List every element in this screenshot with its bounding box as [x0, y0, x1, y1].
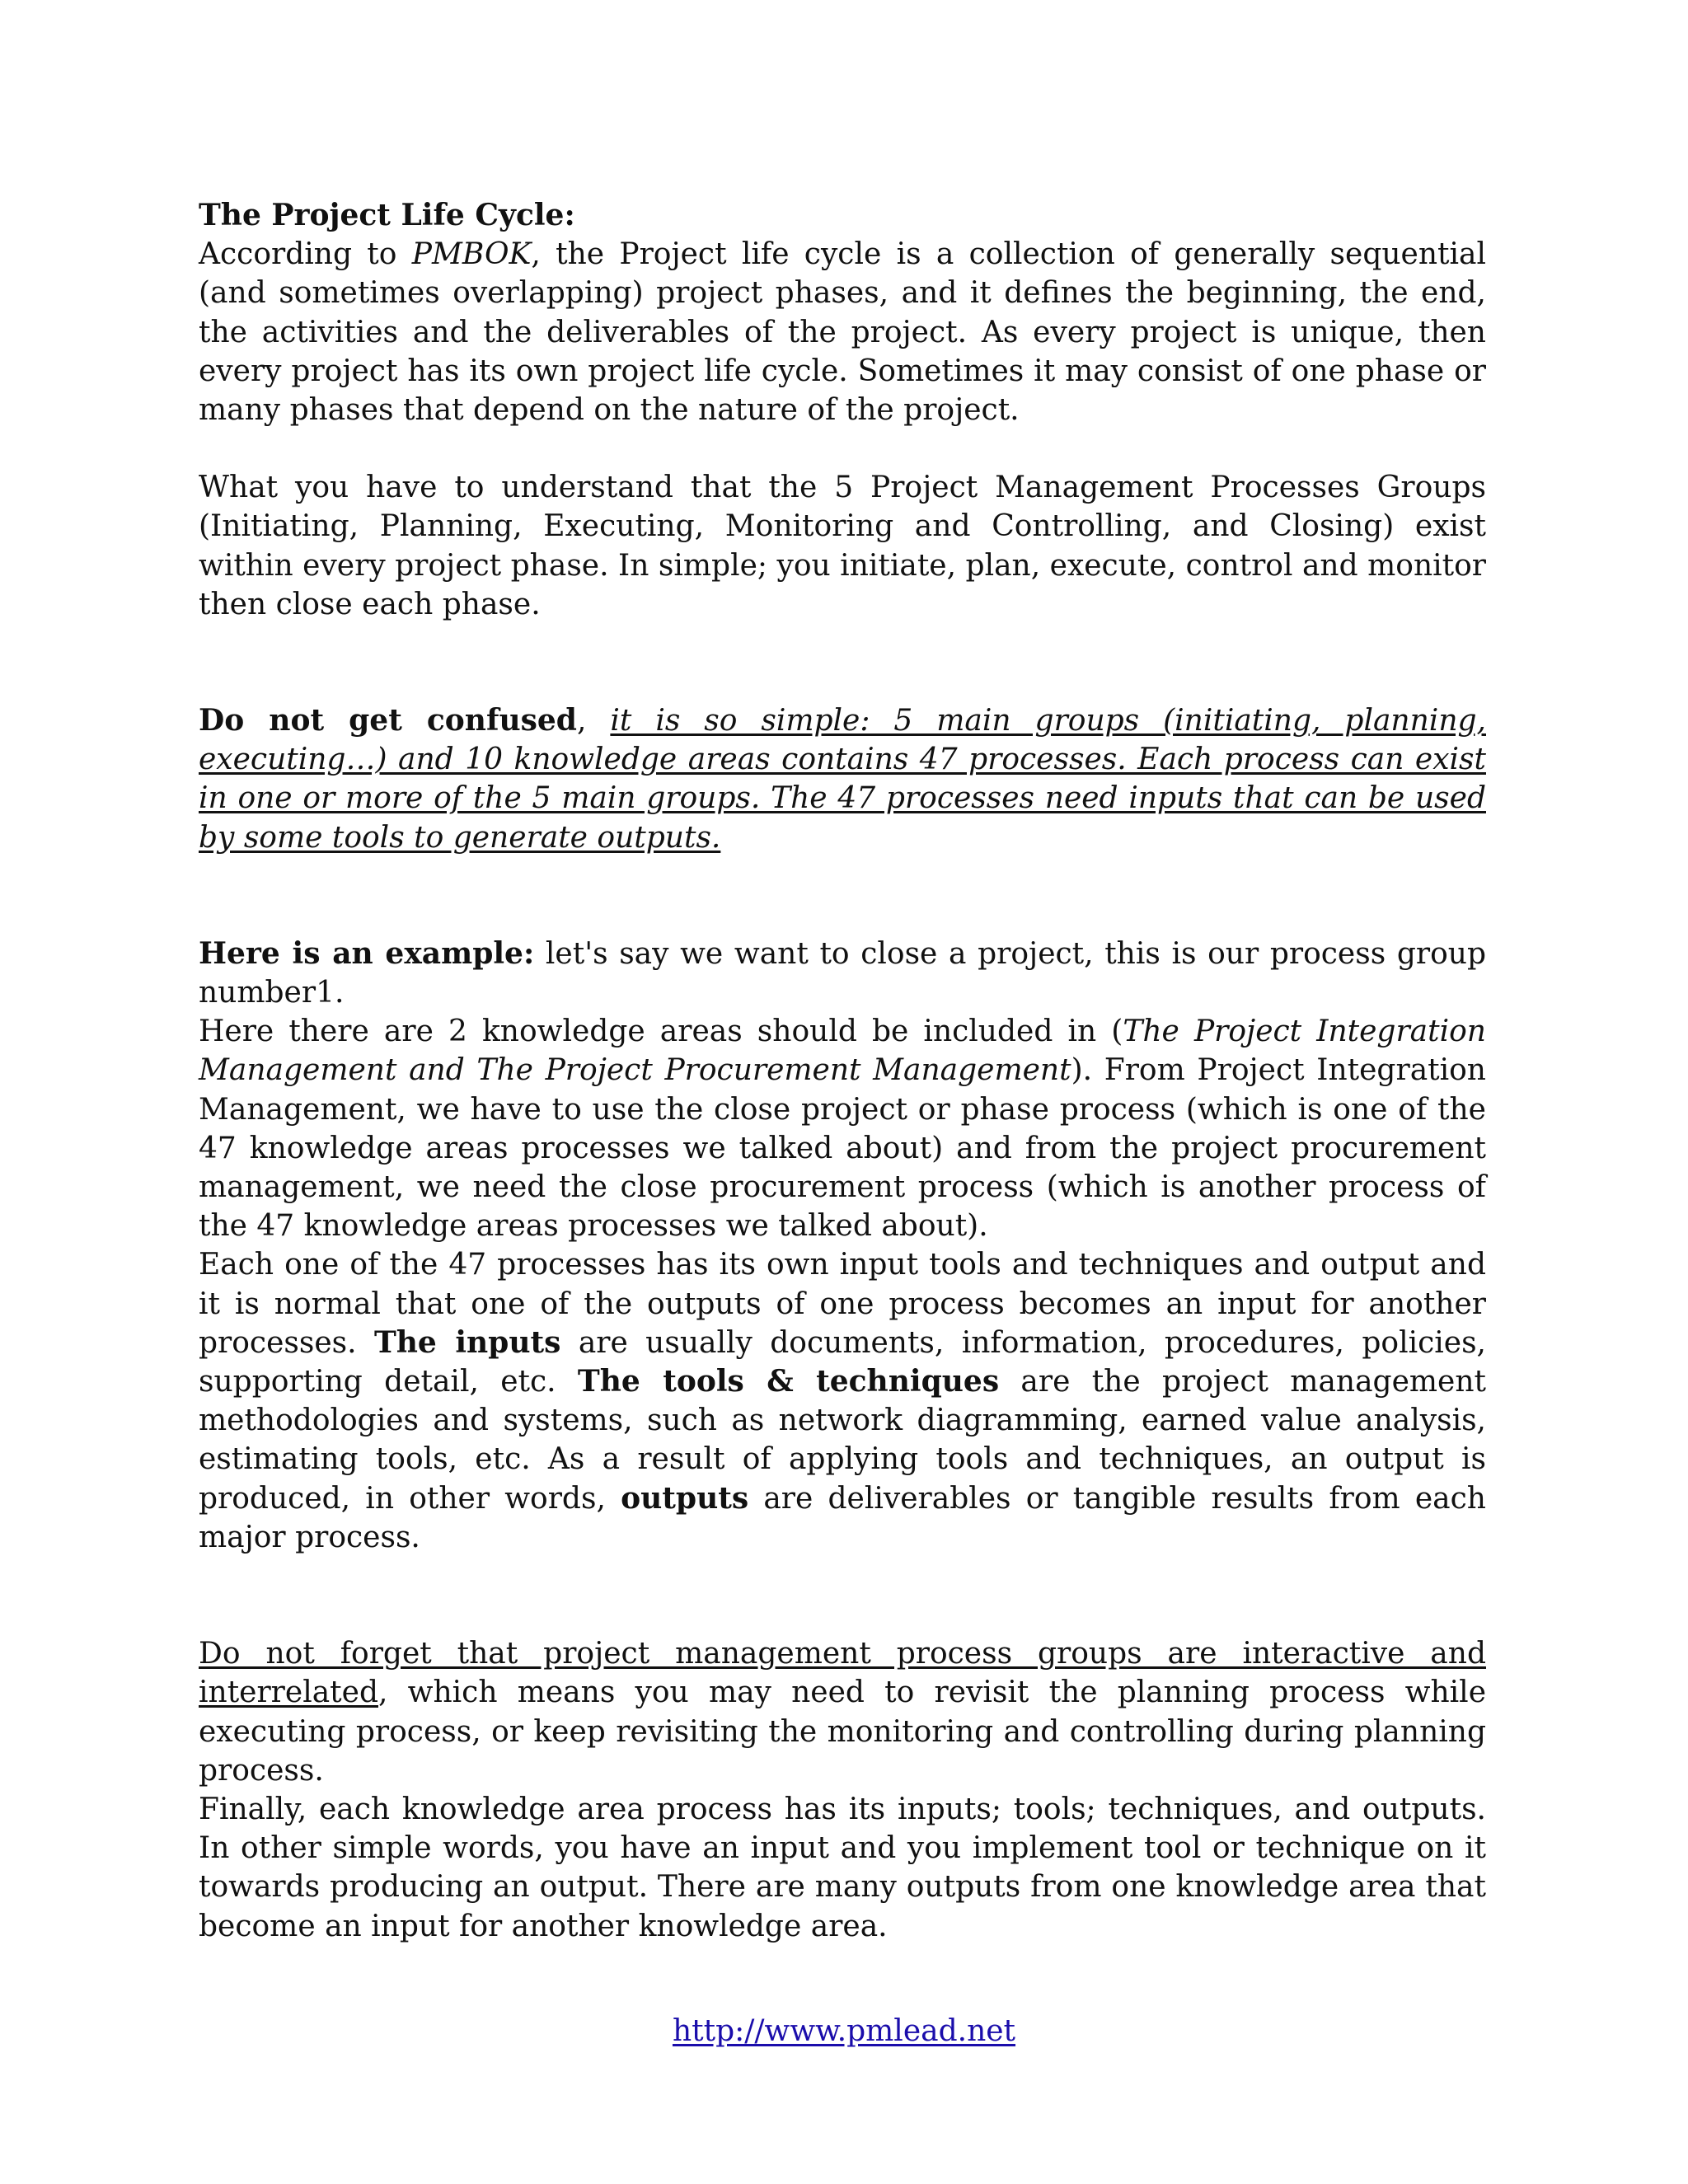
paragraph-text: , the Project life cycle is a collection of generally sequential (and sometimes overlapping) project phases, and it defines the beginning, the end, the activities and the deliverables of the project. As every project is unique, then every project has its own project life cycle. Sometimes it may consist of one phase or many phases that depend on the nature of the project.	[199, 237, 1486, 428]
paragraph-text: Here there are 2 knowledge areas should be included in (	[199, 1015, 1123, 1049]
paragraph-text: , which means you may need to revisit the planning process while executing process, or keep revisiting the monitoring and controlling during planning process.	[199, 1675, 1486, 1788]
paragraph-text: are deliverables or tangible results from each major process.	[199, 1481, 1486, 1554]
process-groups-paragraph: What you have to understand that the 5 Project Management Processes Groups (Initiating, Planning, Executing, Monitoring and Controlling, and Closing) exist within every project phase. In simple; you initiate, plan, execute, control and monitor then close each phase.	[199, 471, 1486, 621]
paragraph-spacing	[199, 624, 1486, 701]
paragraph-spacing	[199, 857, 1486, 935]
pmbok-reference: PMBOK	[411, 237, 532, 272]
footer-website-link[interactable]: http://www.pmlead.net	[672, 2014, 1016, 2048]
knowledge-areas-italic: The Project Integration Management and The Project Procurement Management	[199, 1015, 1486, 1088]
page-footer	[0, 2012, 1688, 2050]
paragraph-text: are usually documents, information, procedures, policies, supporting detail, etc.	[199, 1325, 1486, 1399]
example-intro-paragraph	[199, 935, 1486, 1012]
paragraph-text: According to	[199, 237, 412, 272]
paragraph-text: ). From Project Integration Management, we have to use the close project or phase process (which is one of the 47 knowledge areas processes we talked about) and from the project procurement management, we need the close procurement process (which is another process of the 47 knowledge areas processes we talked about).	[199, 1053, 1486, 1244]
example-label: Here is an example:	[199, 935, 535, 971]
outputs-term: outputs	[621, 1480, 749, 1516]
paragraph-text: let's say we want to close a project, this is our process group number1.	[199, 936, 1486, 1010]
clarification-emphasis: it is so simple: 5 main groups (initiating, planning, executing…) and 10 knowledge areas contains 47 processes. Each process can exist in one or more of the 5 main groups. The 47 processes need inputs that can be used by some tools to generate outputs.	[199, 704, 1486, 855]
paragraph-text: are the project management methodologies and systems, such as network diagramming, earned value analysis, estimating tools, etc. As a result of applying tools and techniques, an output is produced, in other words,	[199, 1365, 1486, 1516]
clarification-label: Do not get confused	[199, 703, 577, 738]
knowledge-areas-paragraph	[199, 1012, 1486, 1245]
punctuation: ,	[576, 704, 611, 738]
document-body	[199, 196, 1486, 1946]
section-heading: The Project Life Cycle:	[199, 198, 575, 232]
clarification-paragraph	[199, 701, 1486, 857]
paragraph-text: Each one of the 47 processes has its own input tools and techniques and output and it is normal that one of the outputs of one process becomes an input for another processes.	[199, 1248, 1486, 1360]
inputs-term: The inputs	[373, 1324, 561, 1360]
tools-techniques-term: The tools & techniques	[577, 1364, 1000, 1399]
inputs-tools-outputs-paragraph	[199, 1245, 1486, 1557]
life-cycle-definition-paragraph	[199, 235, 1486, 429]
final-paragraph: Finally, each knowledge area process has its inputs; tools; techniques, and outputs. In other simple words, you have an input and you implement tool or technique on it towards producing an output. There are many outputs from one knowledge area that become an input for another knowledge area.	[199, 1792, 1486, 1943]
interactive-groups-emphasis: Do not forget that project management process groups are interactive and interrelated	[199, 1637, 1486, 1710]
interactive-groups-paragraph	[199, 1634, 1486, 1790]
paragraph-spacing	[199, 429, 1486, 468]
paragraph-spacing	[199, 1557, 1486, 1634]
